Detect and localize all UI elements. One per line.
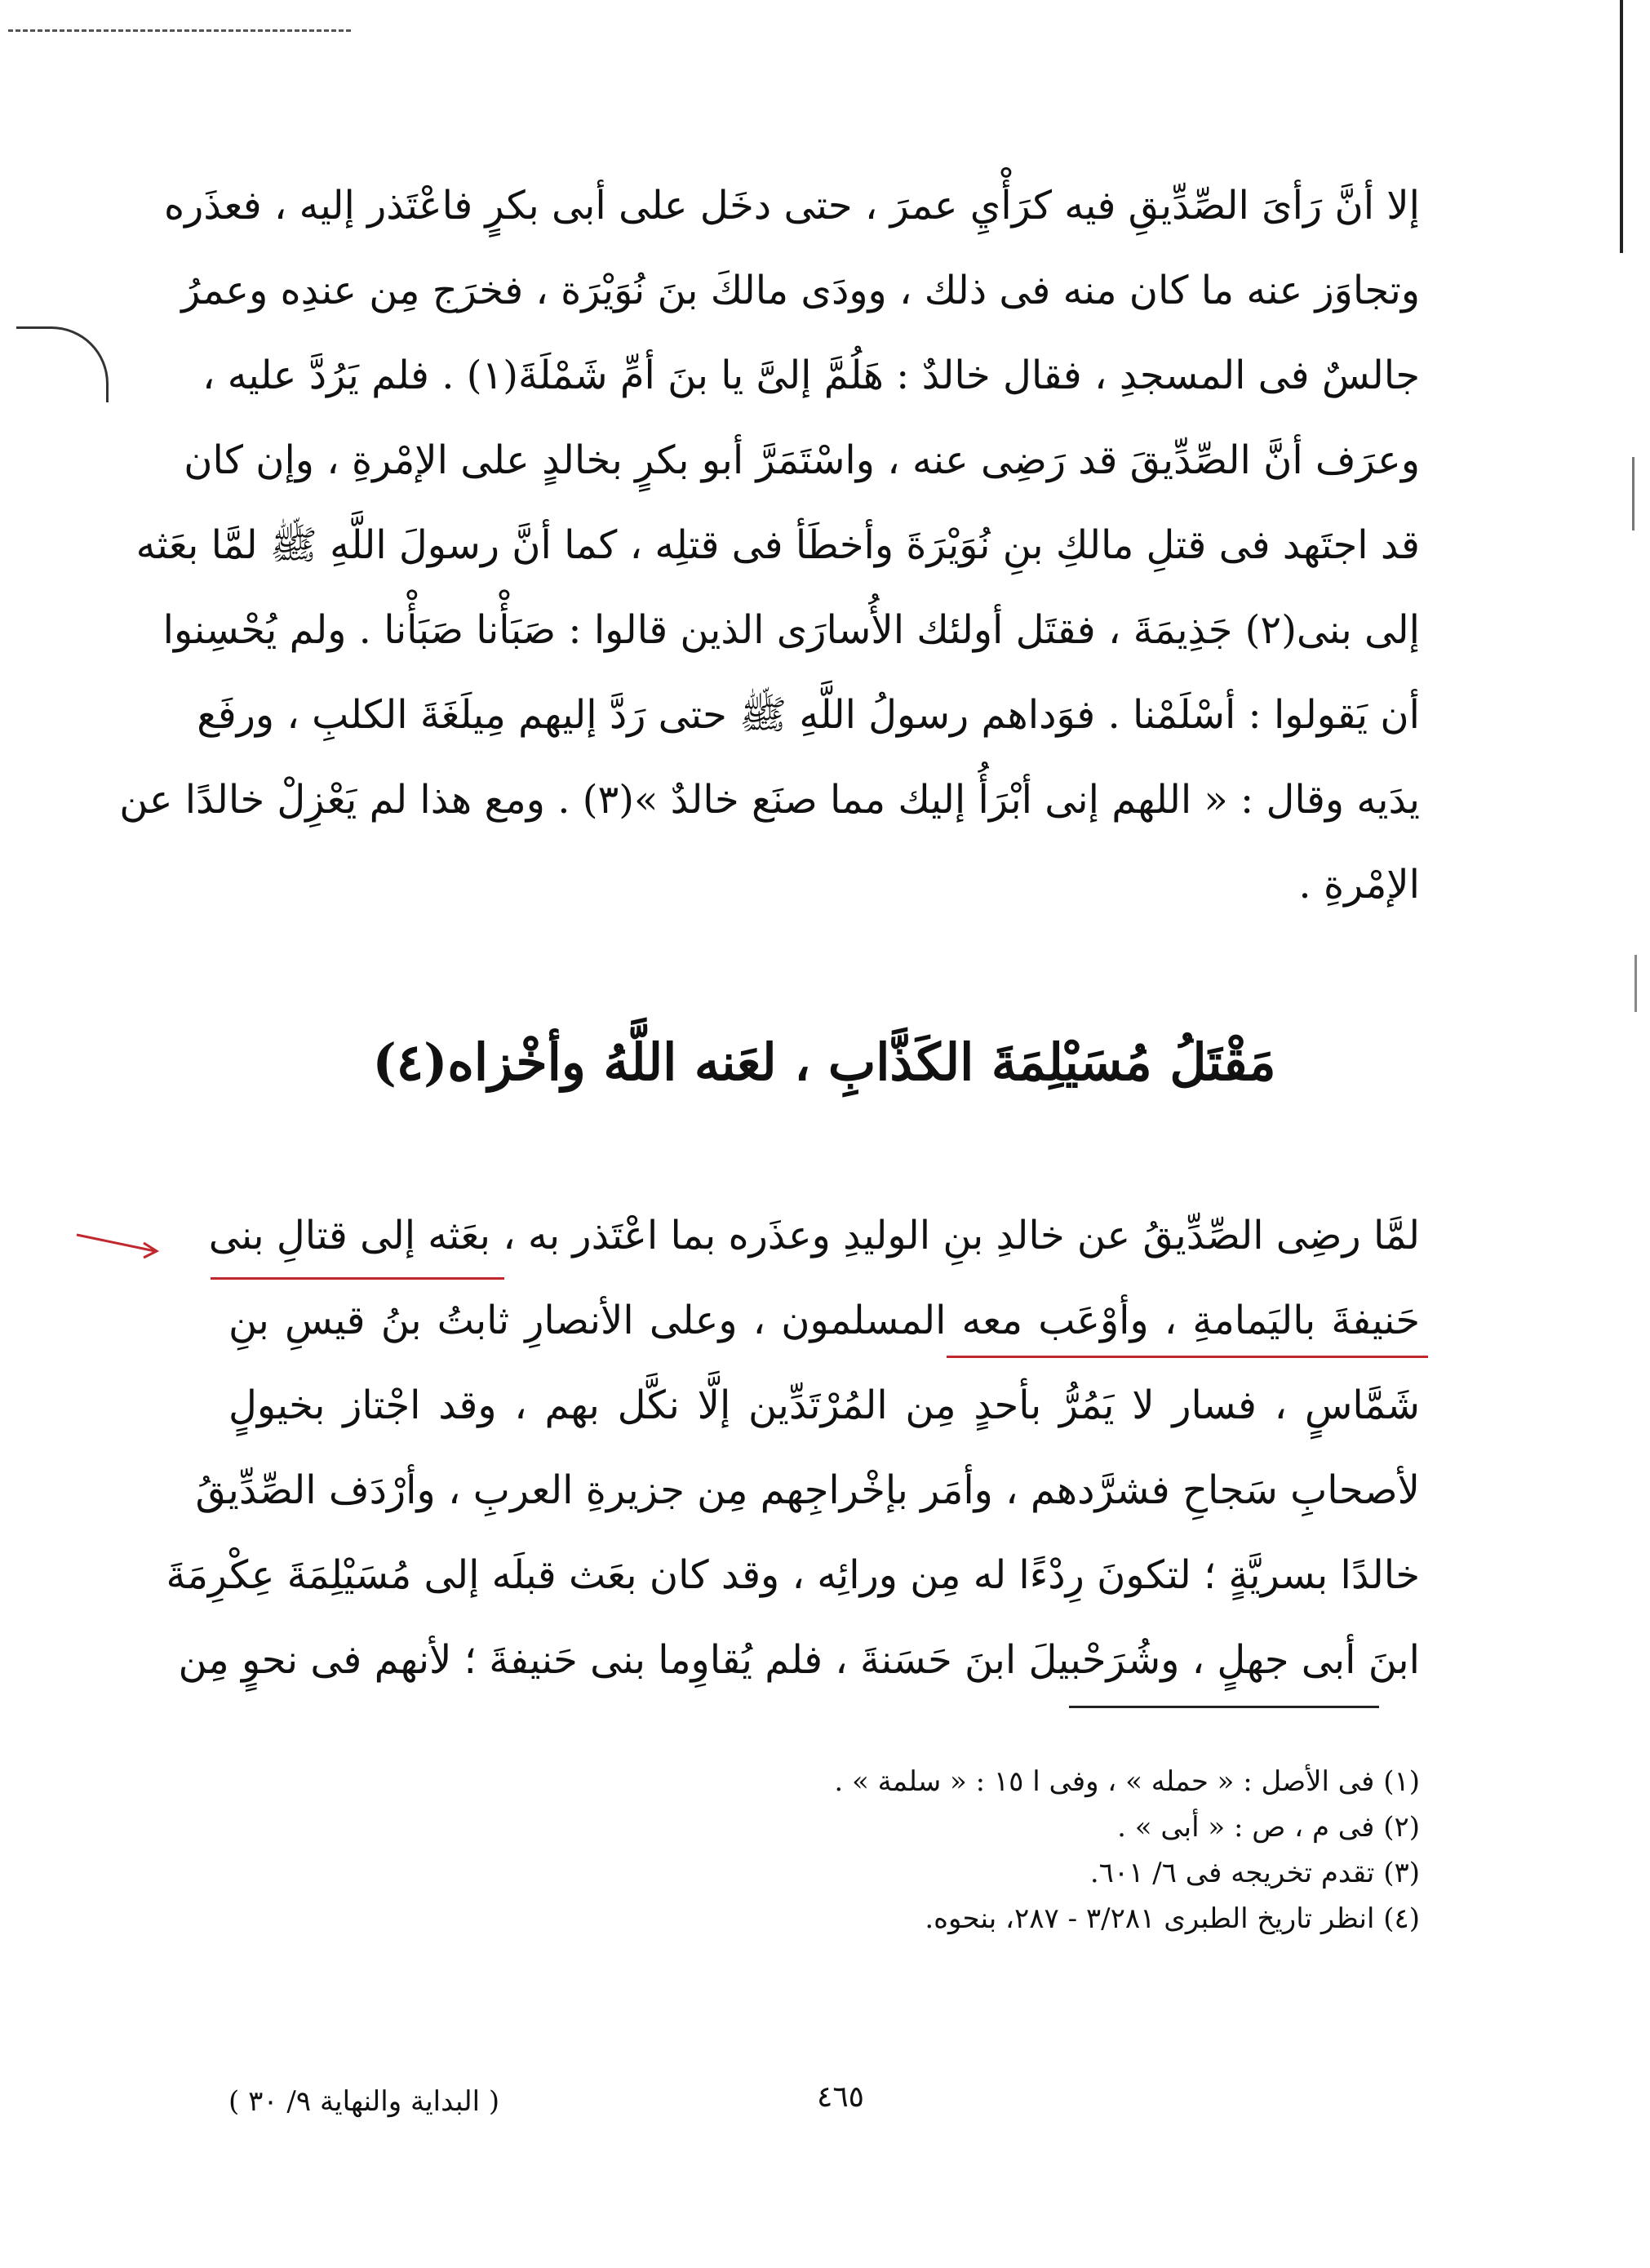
text-line: أن يَقولوا : أسْلَمْنا . فوَداهم رسولُ اللَّهِ ﷺ حتى رَدَّ إليهم مِيلَغَةَ الكلبِ ، ورفَع xyxy=(197,692,1420,738)
text-line: وتجاوَز عنه ما كان منه فى ذلك ، وودَى مالكَ بنَ نُوَيْرَة ، فخرَج مِن عندِه وعمرُ xyxy=(181,268,1420,313)
paragraph-1 xyxy=(119,163,1420,927)
text-line: حَنيفةَ باليَمامةِ ، وأوْعَب معه المسلمون ، وعلى الأنصارِ ثابتُ بنُ قيسِ بنِ xyxy=(228,1298,1420,1343)
footnote: (٣) تقدم تخريجه فى ٦/ ٦٠١. xyxy=(1089,1857,1420,1889)
scan-edge-tick xyxy=(1632,457,1634,530)
handwritten-underline xyxy=(947,1356,1428,1358)
footnote-divider xyxy=(1069,1706,1379,1708)
handwritten-underline xyxy=(211,1277,504,1280)
text-line: قد اجتَهد فى قتلِ مالكِ بنِ نُوَيْرَةَ وأخطَأ فى قتلِه ، كما أنَّ رسولَ اللَّهِ ﷺ لمَّا بعَثه xyxy=(135,522,1420,568)
text-line: إلا أنَّ رَأىَ الصِّدِّيقِ فيه كرَأْيِ عمرَ ، حتى دخَل على أبى بكرٍ فاعْتَذر إليه ، فعذَره xyxy=(164,183,1420,229)
paragraph-2 xyxy=(166,1193,1420,1702)
page-number: ٤٦٥ xyxy=(816,2080,864,2114)
running-footer xyxy=(228,2077,555,2126)
text-line: لأصحابِ سَجاحِ فشرَّدهم ، وأمَر بإخْراجِهم مِن جزيرةِ العربِ ، وأرْدَف الصِّدِّيقُ xyxy=(195,1467,1420,1513)
text-line: شَمَّاسٍ ، فسار لا يَمُرُّ بأحدٍ مِن المُرْتَدِّين إلَّا نكَّل بهم ، وقد اجْتاز بخيولٍ xyxy=(228,1383,1420,1428)
text-line: خالدًا بسريَّةٍ ؛ لتكونَ رِدْءًا له مِن ورائِه ، وقد كان بعَث قبلَه إلى مُسَيْلِمَةَ عِكْرِمَةَ xyxy=(166,1552,1420,1598)
text-line: جالسٌ فى المسجدِ ، فقال خالدٌ : هَلُمَّ إلىَّ يا بنَ أمِّ شَمْلَةَ(١) . فلم يَرُدَّ عليه ، xyxy=(202,353,1420,398)
text-line: وعرَف أنَّ الصِّدِّيقَ قد رَضِى عنه ، واسْتَمَرَّ أبو بكرٍ بخالدٍ على الإمْرةِ ، وإن كان xyxy=(184,437,1420,483)
scan-dash-mark xyxy=(8,29,351,32)
running-footer-text: ( البداية والنهاية ٩/ ٣٠ ) xyxy=(228,2085,500,2118)
scan-margin-arc xyxy=(16,326,109,402)
section-heading: مَقْتَلُ مُسَيْلِمَةَ الكَذَّابِ ، لعَنه اللَّهُ وأخْزاه(٤) xyxy=(372,1032,1276,1092)
footnotes xyxy=(228,1759,1420,1942)
footnote: (٤) انظر تاريخ الطبرى ٣/٢٨١ - ٢٨٧، بنحوه. xyxy=(925,1902,1420,1935)
footnote: (٢) فى م ، ص : « أبى » . xyxy=(1117,1811,1420,1844)
footnote: (١) فى الأصل : « حمله » ، وفى ا ١٥ : « سلمة » . xyxy=(834,1765,1420,1798)
text-line: ابنَ أبى جهلٍ ، وشُرَحْبيلَ ابنَ حَسَنةَ ، فلم يُقاوِما بنى حَنيفةَ ؛ لأنهم فى نحوٍ مِن xyxy=(178,1637,1420,1683)
arrow-icon xyxy=(73,1228,163,1261)
scan-edge-tick xyxy=(1634,955,1637,1012)
text-line: الإمْرةِ . xyxy=(1298,862,1420,908)
text-line: إلى بنى(٢) جَذِيمَةَ ، فقتَل أولئك الأُسارَى الذين قالوا : صَبَأْنا صَبَأْنا . ولم يُحْسِنوا xyxy=(162,607,1420,653)
text-line: لمَّا رضِى الصِّدِّيقُ عن خالدِ بنِ الوليدِ وعذَره بما اعْتَذر به ، بعَثه إلى قتالِ بنى xyxy=(208,1213,1420,1258)
text-line: يدَيه وقال : « اللهم إنى أبْرَأُ إليك مما صنَع خالدٌ »(٣) . ومع هذا لم يَعْزِلْ خالدًا عن xyxy=(119,777,1420,823)
scan-edge-bar xyxy=(1620,0,1623,253)
